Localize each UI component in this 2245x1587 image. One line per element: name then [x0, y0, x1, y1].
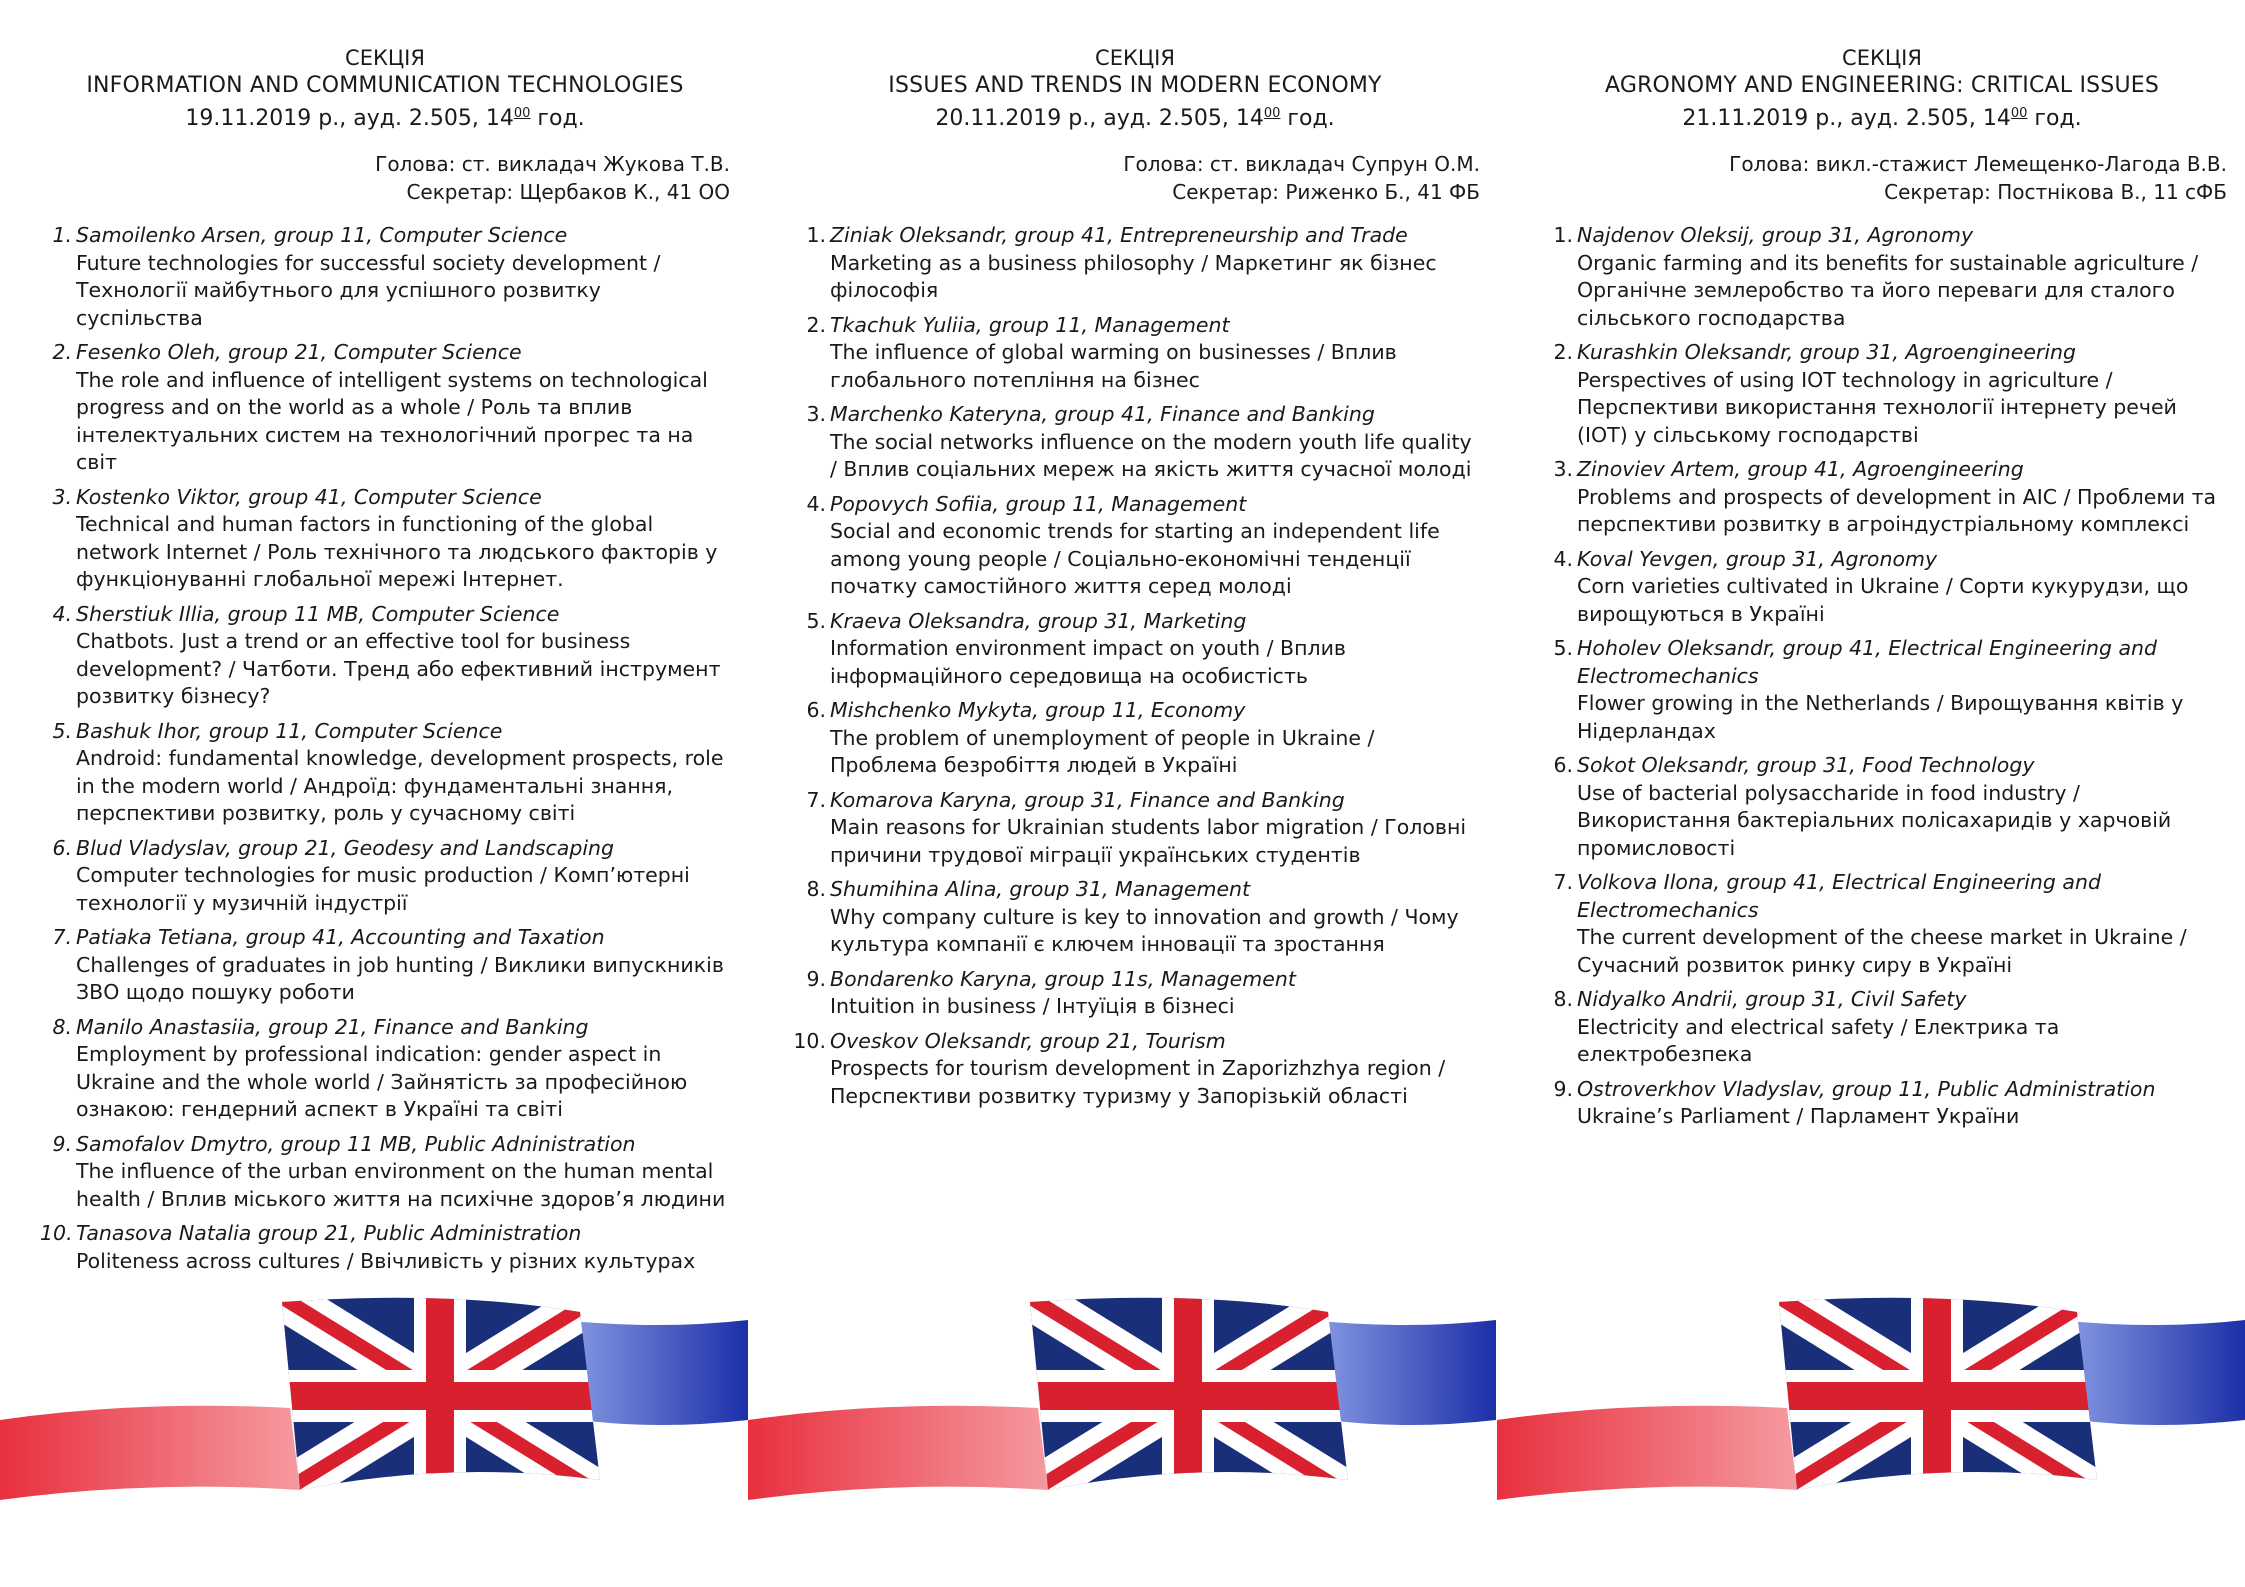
speaker: Volkova Ilona, group 41, Electrical Engineering and Electromechanics — [1577, 870, 2102, 922]
topic: Perspectives of using IOT technology in agriculture / Перспективи використання технології інтернету речей (IOT) у сільському господарстві — [1577, 367, 2177, 447]
list-item: 1. Samoilenko Arsen, group 11, Computer Science Future technologies for successful society development / Технології майбутнього для успішного розвитку суспільства — [40, 222, 730, 332]
speaker: Ostroverkhov Vladyslav, group 11, Public Administration — [1577, 1076, 2156, 1101]
topic: Corn varieties cultivated in Ukraine / Сорти кукурудзи, що вирощуються в Україні — [1577, 574, 2189, 626]
section-date: 19.11.2019 р., ауд. 2.505, $14^{00}$ год. — [185, 106, 585, 131]
section-column-2 — [790, 44, 1480, 1117]
union-jack-ribbon-icon — [0, 1290, 748, 1587]
speaker: Oveskov Oleksandr, group 21, Tourism — [830, 1028, 1226, 1053]
topic: The current development of the cheese market in Ukraine / Сучасний розвиток ринку сиру в Україні — [1577, 925, 2187, 977]
topic: The social networks influence on the modern youth life quality / Вплив соціальних мереж на якість життя сучасної молоді — [830, 429, 1472, 481]
topic: Intuition in business / Інтуїція в бізнесі — [830, 994, 1235, 1018]
list-item: 4. Koval Yevgen, group 31, Agronomy Corn varieties cultivated in Ukraine / Сорти кукурудзи, що вирощуються в Україні — [1537, 546, 2227, 629]
section-header — [40, 44, 730, 133]
speaker-list — [790, 222, 1480, 1110]
list-item: 6. Sokot Oleksandr, group 31, Food Technology Use of bacterial polysaccharide in food industry / Використання бактеріальних полісахаридів у харчовій промисловості — [1537, 752, 2227, 862]
list-item: 6. Blud Vladyslav, group 21, Geodesy and Landscaping Computer technologies for music production / Комп’ютерні технології у музичній індустрії — [40, 835, 730, 918]
list-item: 3. Zinoviev Artem, group 41, Agroengineering Problems and prospects of development in AIC / Проблеми та перспективи розвитку в агроіндустріальному комплексі — [1537, 456, 2227, 539]
speaker: Fesenko Oleh, group 21, Computer Science — [76, 340, 522, 364]
speaker: Manilo Anastasiia, group 21, Finance and Banking — [76, 1014, 589, 1039]
topic: Future technologies for successful society development / Технології майбутнього для успішного розвитку суспільства — [76, 250, 661, 330]
topic: Politeness across cultures / Ввічливість у різних культурах — [76, 1248, 696, 1273]
speaker: Patiaka Tetiana, group 41, Accounting and Taxation — [76, 925, 605, 949]
list-item: 9. Bondarenko Karyna, group 11s, Management Intuition in business / Інтуїція в бізнесі — [790, 966, 1480, 1021]
speaker: Bashuk Ihor, group 11, Computer Science — [76, 718, 503, 743]
section-date: 21.11.2019 р., ауд. 2.505, $14^{00}$ год. — [1682, 106, 2082, 131]
union-jack-ribbon-icon — [748, 1290, 1496, 1587]
section-title: AGRONOMY AND ENGINEERING: CRITICAL ISSUES — [1604, 73, 2160, 98]
list-item: 8. Nidyalko Andrii, group 31, Civil Safety Electricity and electrical safety / Електрика та електробезпека — [1537, 986, 2227, 1069]
list-item: 6. Mishchenko Mykyta, group 11, Economy The problem of unemployment of people in Ukraine / Проблема безробіття людей в Україні — [790, 697, 1480, 780]
list-item: 1. Najdenov Oleksij, group 31, Agronomy Organic farming and its benefits for sustainable agriculture / Органічне землеробство та його переваги для сталого сільського господарства — [1537, 222, 2227, 332]
speaker: Tanasova Natalia group 21, Public Administration — [76, 1221, 582, 1245]
speaker: Hoholev Oleksandr, group 41, Electrical Engineering and Electromechanics — [1577, 636, 2158, 688]
section-officials — [40, 150, 730, 206]
section-label: СЕКЦІЯ — [1095, 46, 1175, 70]
list-item: 4. Sherstiuk Illia, group 11 MB, Computer Science Chatbots. Just a trend or an effective tool for business development? / Чатботи. Тренд або ефективний інструмент розвитку бізнесу? — [40, 601, 730, 711]
speaker-list — [40, 222, 730, 1275]
speaker: Koval Yevgen, group 31, Agronomy — [1577, 546, 1938, 571]
list-item: 7. Patiaka Tetiana, group 41, Accounting and Taxation Challenges of graduates in job hunting / Виклики випускників ЗВО щодо пошуку роботи — [40, 924, 730, 1007]
secretary: Секретар: Постнікова В., 11 сФБ — [1884, 180, 2227, 204]
chair: Голова: викл.-стажист Лемещенко-Лагода В.В. — [1729, 152, 2227, 176]
section-column-1 — [40, 44, 730, 1282]
speaker: Mishchenko Mykyta, group 11, Economy — [830, 698, 1246, 722]
list-item: 3. Marchenko Kateryna, group 41, Finance and Banking The social networks influence on the modern youth life quality / Вплив соціальних мереж на якість життя сучасної молоді — [790, 401, 1480, 484]
speaker: Tkachuk Yuliia, group 11, Management — [830, 312, 1230, 337]
speaker: Samofalov Dmytro, group 11 MB, Public Adninistration — [76, 1131, 636, 1156]
topic: Problems and prospects of development in AIC / Проблеми та перспективи розвитку в агроіндустріальному комплексі — [1577, 484, 2217, 536]
topic: Organic farming and its benefits for sustainable agriculture / Органічне землеробство та його переваги для сталого сільського господарства — [1577, 250, 2199, 330]
chair: Голова: ст. викладач Супрун О.М. — [1123, 152, 1480, 176]
speaker-list — [1537, 222, 2227, 1131]
speaker: Samoilenko Arsen, group 11, Computer Science — [76, 223, 568, 247]
section-title: INFORMATION AND COMMUNICATION TECHNOLOGIES — [86, 73, 684, 98]
topic: The influence of the urban environment on the human mental health / Вплив міського життя на психічне здоров’я людини — [76, 1159, 726, 1211]
list-item: 2. Fesenko Oleh, group 21, Computer Science The role and influence of intelligent systems on technological progress and on the world as a whole / Роль та вплив інтелектуальних систем на технологічний прогрес та на світ — [40, 339, 730, 477]
section-officials — [1537, 150, 2227, 206]
speaker: Ziniak Oleksandr, group 41, Entrepreneurship and Trade — [830, 223, 1408, 247]
speaker: Zinoviev Artem, group 41, Agroengineering — [1577, 457, 2024, 481]
list-item: 4. Popovych Sofiia, group 11, Management Social and economic trends for starting an independent life among young people / Соціально-економічні тенденції початку самостійного життя серед молоді — [790, 491, 1480, 601]
list-item: 9. Ostroverkhov Vladyslav, group 11, Public Administration Ukraine’s Parliament / Парламент України — [1537, 1076, 2227, 1131]
union-jack-ribbon-icon — [1497, 1290, 2245, 1587]
section-date: 20.11.2019 р., ауд. 2.505, $14^{00}$ год. — [935, 106, 1335, 131]
list-item: 1. Ziniak Oleksandr, group 41, Entrepreneurship and Trade Marketing as a business philosophy / Маркетинг як бізнес філософія — [790, 222, 1480, 305]
section-header — [790, 44, 1480, 133]
topic: Chatbots. Just a trend or an effective tool for business development? / Чатботи. Тренд або ефективний інструмент розвитку бізнесу? — [76, 629, 721, 708]
speaker: Shumihina Alina, group 31, Management — [830, 877, 1251, 901]
topic: Marketing as a business philosophy / Маркетинг як бізнес філософія — [830, 250, 1437, 302]
topic: Prospects for tourism development in Zaporizhzhya region / Перспективи розвитку туризму у Запорізькій області — [830, 1056, 1446, 1108]
speaker: Nidyalko Andrii, group 31, Civil Safety — [1577, 987, 1967, 1011]
speaker: Komarova Karyna, group 31, Finance and Banking — [830, 787, 1345, 812]
section-header — [1537, 44, 2227, 133]
topic: Employment by professional indication: gender aspect in Ukraine and the whole world / Зайнятість за професійною ознакою: гендерний аспект в Україні та світі — [76, 1042, 688, 1121]
topic: Android: fundamental knowledge, development prospects, role in the modern world / Андроїд: фундаментальні знання, перспективи розвитку, роль у сучасному світі — [76, 746, 724, 825]
topic: The role and influence of intelligent systems on technological progress and on the world as a whole / Роль та вплив інтелектуальних систем на технологічний прогрес та на світ — [76, 367, 708, 474]
list-item: 2. Kurashkin Oleksandr, group 31, Agroengineering Perspectives of using IOT technology in agriculture / Перспективи використання технології інтернету речей (IOT) у сільському господарстві — [1537, 339, 2227, 449]
topic: Why company culture is key to innovation and growth / Чому культура компанії є ключем інновації та зростання — [830, 904, 1459, 956]
topic: The problem of unemployment of people in Ukraine / Проблема безробіття людей в Україні — [830, 725, 1375, 777]
list-item: 10. Oveskov Oleksandr, group 21, Tourism Prospects for tourism development in Zaporizhzhya region / Перспективи розвитку туризму у Запорізькій області — [790, 1028, 1480, 1111]
list-item: 8. Manilo Anastasiia, group 21, Finance and Banking Employment by professional indication: gender aspect in Ukraine and the whole world / Зайнятість за професійною ознакою: гендерний аспект в Україні та світі — [40, 1014, 730, 1124]
speaker: Najdenov Oleksij, group 31, Agronomy — [1577, 223, 1974, 247]
list-item: 3. Kostenko Viktor, group 41, Computer Science Technical and human factors in functioning of the global network Internet / Роль технічного та людського факторів у функціонуванні глобальної мережі Інтернет. — [40, 484, 730, 594]
speaker: Kraeva Oleksandra, group 31, Marketing — [830, 608, 1247, 633]
speaker: Blud Vladyslav, group 21, Geodesy and Landscaping — [76, 835, 615, 860]
section-label: СЕКЦІЯ — [1842, 46, 1922, 70]
topic: Information environment impact on youth / Вплив інформаційного середовища на особистість — [830, 636, 1346, 688]
list-item: 10. Tanasova Natalia group 21, Public Administration Politeness across cultures / Ввічливість у різних культурах — [40, 1220, 730, 1275]
speaker: Sokot Oleksandr, group 31, Food Technology — [1577, 753, 2035, 777]
section-label: СЕКЦІЯ — [345, 46, 425, 70]
topic: Main reasons for Ukrainian students labor migration / Головні причини трудової міграції українських студентів — [830, 815, 1467, 867]
topic: The influence of global warming on businesses / Вплив глобального потепління на бізнес — [830, 340, 1397, 392]
speaker: Kurashkin Oleksandr, group 31, Agroengineering — [1577, 340, 2077, 364]
speaker: Kostenko Viktor, group 41, Computer Science — [76, 484, 542, 509]
list-item: 8. Shumihina Alina, group 31, Management Why company culture is key to innovation and growth / Чому культура компанії є ключем інновації та зростання — [790, 876, 1480, 959]
list-item: 7. Volkova Ilona, group 41, Electrical Engineering and Electromechanics The current development of the cheese market in Ukraine / Сучасний розвиток ринку сиру в Україні — [1537, 869, 2227, 979]
list-item: 5. Hoholev Oleksandr, group 41, Electrical Engineering and Electromechanics Flower growing in the Netherlands / Вирощування квітів у Нідерландах — [1537, 635, 2227, 745]
section-officials — [790, 150, 1480, 206]
topic: Electricity and electrical safety / Електрика та електробезпека — [1577, 1014, 2060, 1066]
topic: Social and economic trends for starting an independent life among young people / Соціально-економічні тенденції початку самостійного життя серед молоді — [830, 519, 1440, 598]
list-item: 5. Bashuk Ihor, group 11, Computer Science Android: fundamental knowledge, development prospects, role in the modern world / Андроїд: фундаментальні знання, перспективи розвитку, роль у сучасному світі — [40, 718, 730, 828]
topic: Flower growing in the Netherlands / Вирощування квітів у Нідерландах — [1577, 691, 2184, 743]
list-item: 2. Tkachuk Yuliia, group 11, Management The influence of global warming on businesses / Вплив глобального потепління на бізнес — [790, 312, 1480, 395]
topic: Challenges of graduates in job hunting / Виклики випускників ЗВО щодо пошуку роботи — [76, 952, 724, 1004]
section-title: ISSUES AND TRENDS IN MODERN ECONOMY — [888, 73, 1382, 98]
speaker: Bondarenko Karyna, group 11s, Management — [830, 966, 1296, 991]
section-column-3 — [1537, 44, 2227, 1138]
speaker: Popovych Sofiia, group 11, Management — [830, 491, 1247, 516]
list-item: 5. Kraeva Oleksandra, group 31, Marketing Information environment impact on youth / Вплив інформаційного середовища на особистість — [790, 608, 1480, 691]
topic: Technical and human factors in functioning of the global network Internet / Роль технічного та людського факторів у функціонуванні глобальної мережі Інтернет. — [76, 512, 718, 591]
speaker: Sherstiuk Illia, group 11 MB, Computer Science — [76, 601, 560, 626]
speaker: Marchenko Kateryna, group 41, Finance and Banking — [830, 402, 1375, 426]
list-item: 7. Komarova Karyna, group 31, Finance and Banking Main reasons for Ukrainian students labor migration / Головні причини трудової міграції українських студентів — [790, 787, 1480, 870]
topic: Computer technologies for music production / Комп’ютерні технології у музичній індустрії — [76, 863, 690, 915]
chair: Голова: ст. викладач Жукова Т.В. — [375, 152, 730, 176]
secretary: Секретар: Риженко Б., 41 ФБ — [1172, 180, 1480, 204]
list-item: 9. Samofalov Dmytro, group 11 MB, Public Adninistration The influence of the urban environment on the human mental health / Вплив міського життя на психічне здоров’я людини — [40, 1131, 730, 1214]
secretary: Секретар: Щербаков К., 41 ОО — [406, 180, 730, 204]
topic: Use of bacterial polysaccharide in food industry / Використання бактеріальних полісахаридів у харчовій промисловості — [1577, 780, 2172, 860]
topic: Ukraine’s Parliament / Парламент України — [1577, 1104, 2020, 1128]
